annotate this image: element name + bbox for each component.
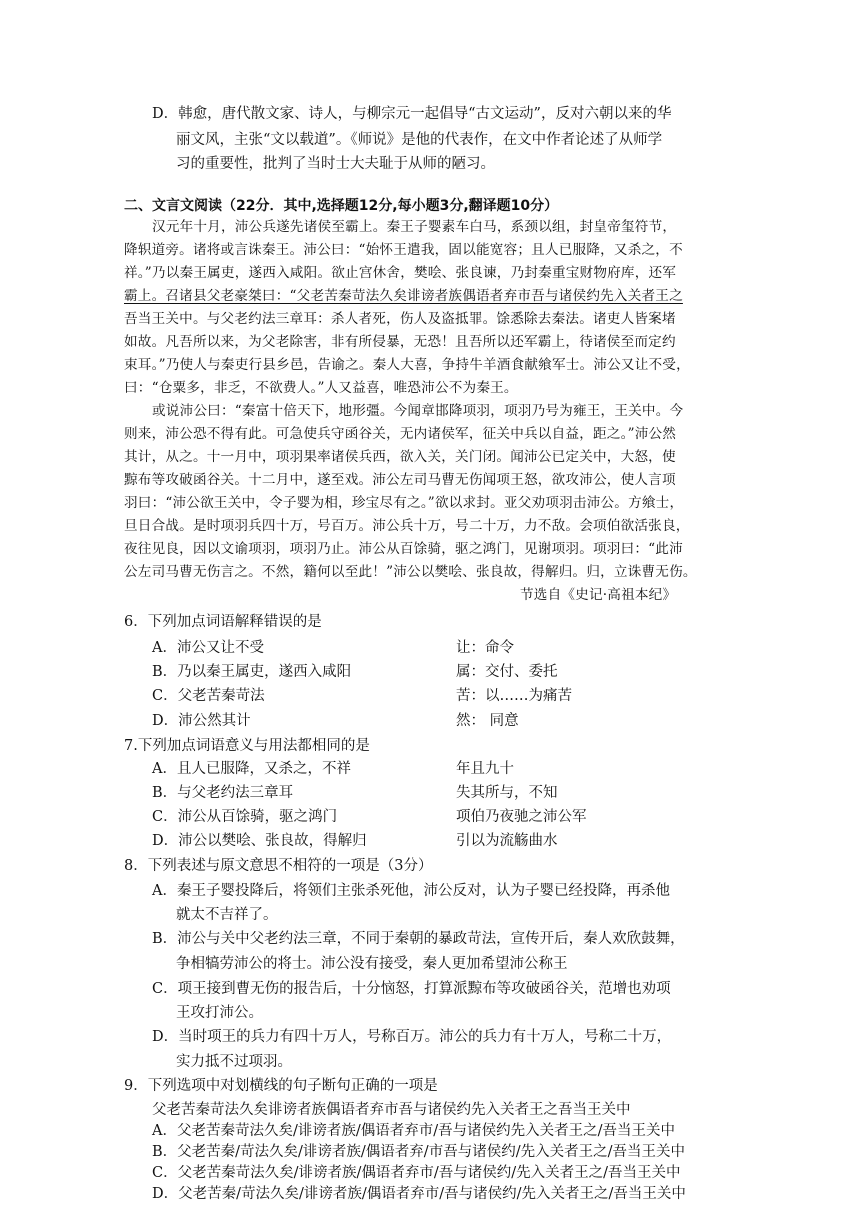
q7-option-d-compare: 引以为流觞曲水 [456,833,558,849]
q6-stem: 6．下列加点词语解释错误的是 [124,614,322,630]
passage-line-15: 夜往见良，因以文谕项羽，项羽乃止。沛公从百馀骑，驱之鸿门，见谢项羽。项羽曰：“此沛 [124,541,683,557]
section-title: 二、文言文阅读（22分．其中,选择题12分,每小题3分,翻译题10分） [124,198,559,214]
passage-line-6: 如故。凡吾所以来，为父老除害，非有所侵暴，无恐！且吾所以还军霸上，待诸侯至而定约 [124,334,676,350]
q9-option-d: D．父老苦秦/苛法久矣/诽谤者族/偶语者弃市/吾与诸侯约/先入关者王之/吾当王关中 [152,1186,686,1202]
passage-line-14: 旦日合战。是时项羽兵四十万，号百万。沛公兵十万，号二十万，力不敌。会项伯欲活张良， [124,518,690,534]
q8-line-4: 争相犒劳沛公的将士。沛公没有接受，秦人更加希望沛公称王 [176,956,568,972]
passage-line-13: 羽曰：“沛公欲王关中，令子婴为相，珍宝尽有之。”欲以求封。亚父劝项羽击沛公。方飨士， [124,495,684,511]
q6-option-c: C．父老苦秦苛法 [152,688,265,704]
passage-line-16: 公左司马曹无伤言之。不然，籍何以至此！”沛公以樊哙、张良故，得解归。归，立诛曹无伤。 [124,564,697,580]
q6-option-a: A．沛公又让不受 [152,640,264,656]
q7-stem: 7.下列加点词语意义与用法都相同的是 [124,738,370,754]
q7-option-c: C．沛公从百馀骑，驱之鸿门 [152,809,338,825]
passage-line-12: 黥布等攻破函谷关。十二月中，遂至戏。沛公左司马曹无伤闻项王怒，欲攻沛公，使人言项 [124,472,676,488]
passage-line-4 [124,286,683,306]
q7-option-a: A．且人已服降，又杀之，不祥 [152,761,351,777]
q6-option-b-gloss: 属：交付、委托 [456,664,558,680]
q7-option-d: D．沛公以樊哙、张良故，得解归 [152,833,367,849]
q8-line-5: C．项王接到曹无伤的报告后，十分恼怒，打算派黥布等攻破函谷关，范增也劝项 [152,981,671,997]
q6-option-a-gloss: 让：命令 [456,640,514,656]
q8-line-6: 王攻打沛公。 [176,1005,263,1021]
q7-option-b-compare: 失其所与，不知 [456,785,558,801]
passage-line-8: 曰：“仓粟多，非乏，不欲费人。”人又益喜，唯恐沛公不为秦王。 [124,380,518,396]
q9-option-b: B．父老苦秦/苛法久矣/诽谤者族/偶语者弃/市吾与诸侯约/先入关者王之/吾当王关中 [152,1144,685,1160]
q9-option-a: A．父老苦秦苛法久矣/诽谤者族/偶语者弃市/吾与诸侯约先入关者王之/吾当王关中 [152,1123,676,1139]
passage-line-10: 则来，沛公恐不得有此。可急使兵守函谷关，无内诸侯军，征关中兵以自益，距之。”沛公然 [124,426,677,442]
q8-stem: 8．下列表述与原文意思不相符的一项是（3分） [124,858,433,874]
q9-stem: 9．下列选项中对划横线的句子断句正确的一项是 [124,1078,438,1094]
q8-line-7: D．当时项王的兵力有四十万人，号称百万。沛公的兵力有十万人，号称二十万， [152,1029,672,1045]
q6-option-d: D．沛公然其计 [152,713,251,729]
passage-line-3: 祥。”乃以秦王属吏，遂西入咸阳。欲止宫休舍，樊哙、张良谏，乃封秦重宝财物府库，还军 [124,265,677,281]
passage-line-7: 束耳。”乃使人与秦吏行县乡邑，告谕之。秦人大喜，争持牛羊酒食献飨军士。沛公又让不受， [124,357,690,373]
q7-option-c-compare: 项伯乃夜驰之沛公军 [456,809,587,825]
passage-source: 节选自《史记·高祖本纪》 [520,587,677,603]
q9-sentence: 父老苦秦苛法久矣诽谤者族偶语者弃市吾与诸侯约先入关者王之吾当王关中 [152,1102,631,1118]
option-d-line-3: 习的重要性，批判了当时士大夫耻于从师的陋习。 [176,156,495,172]
passage-line-9: 或说沛公曰：“秦富十倍天下，地形彊。今闻章邯降项羽，项羽乃号为雍王，王关中。今 [152,403,684,419]
underlined-sentence-part-1: 霸上。召诸县父老豪桀曰：“父老苦秦苛法久矣诽谤者族偶语者弃市吾与诸侯约先入关者王之 [124,288,683,304]
passage-line-5: 吾当王关中。与父老约法三章耳：杀人者死，伤人及盗抵罪。馀悉除去秦法。诸吏人皆案堵 [124,311,676,327]
q8-line-1: A．秦王子婴投降后，将领们主张杀死他，沛公反对，认为子婴已经投降，再杀他 [152,883,670,899]
q7-option-b: B．与父老约法三章耳 [152,785,294,801]
passage-line-2: 降轵道旁。诸将或言诛秦王。沛公曰：“始怀王遣我，固以能宽容；且人已服降，又杀之，不 [124,242,683,258]
q8-line-3: B．沛公与关中父老约法三章，不同于秦朝的暴政苛法，宣传开后，秦人欢欣鼓舞， [152,931,685,947]
option-d-line-1: D．韩愈，唐代散文家、诗人，与柳宗元一起倡导“古文运动”，反对六朝以来的华 [152,106,672,122]
q6-option-c-gloss: 苦：以……为痛苦 [456,688,572,704]
option-d-line-2: 丽文风，主张“文以载道”。《师说》是他的代表作，在文中作者论述了从师学 [176,132,663,148]
q8-line-8: 实力抵不过项羽。 [176,1054,292,1070]
q8-line-2: 就太不吉祥了。 [176,907,278,923]
q7-option-a-compare: 年且九十 [456,761,514,777]
passage-line-11: 其计，从之。十一月中，项羽果率诸侯兵西，欲入关，关门闭。闻沛公已定关中，大怒，使 [124,449,676,465]
passage-line-1: 汉元年十月，沛公兵遂先诸侯至霸上。秦王子婴素车白马，系颈以组，封皇帝玺符节， [152,219,677,235]
q9-option-c: C．父老苦秦苛法久矣/诽谤者族/偶语者弃市/吾与诸侯约/先入关者王之/吾当王关中 [152,1165,681,1181]
q6-option-b: B．乃以秦王属吏，遂西入咸阳 [152,664,352,680]
q6-option-d-gloss: 然： 同意 [456,713,519,729]
